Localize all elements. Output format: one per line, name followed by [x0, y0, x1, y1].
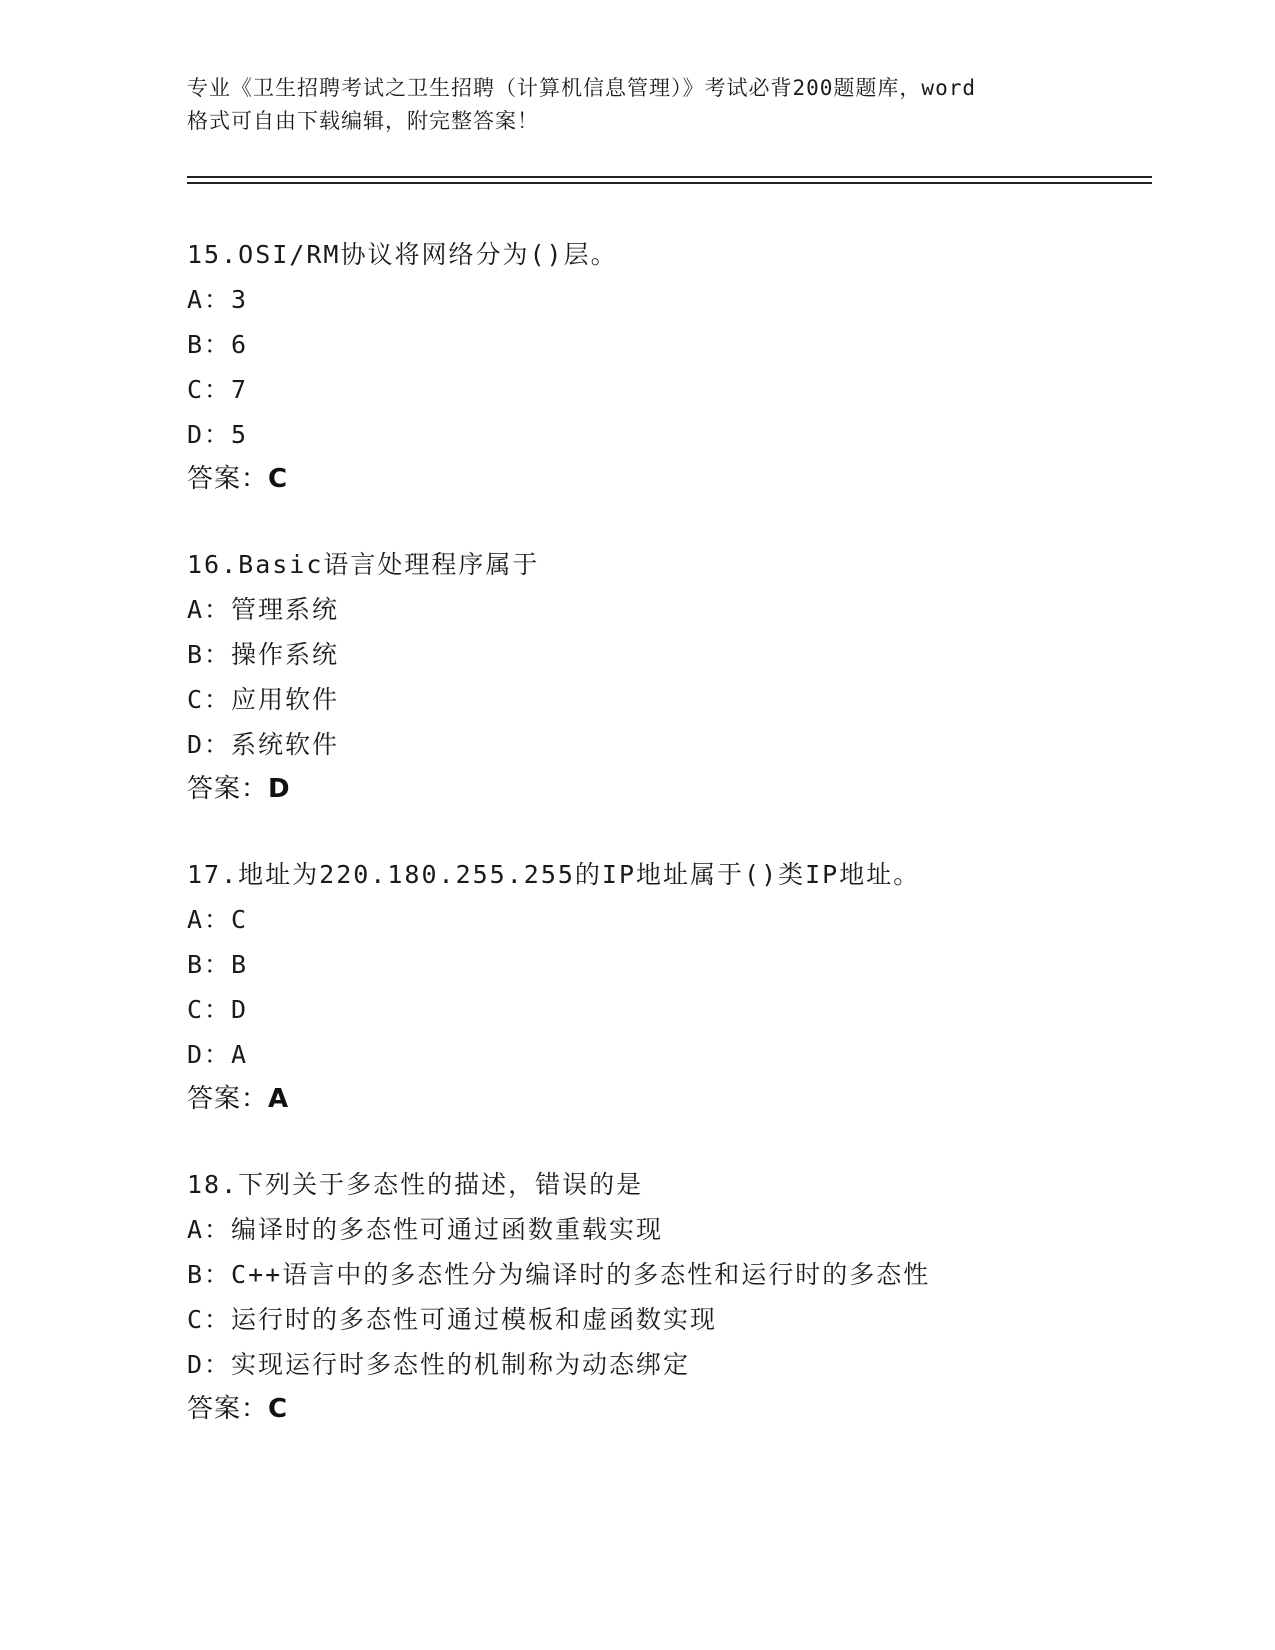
answer-value: D — [268, 774, 291, 804]
question-15 — [187, 232, 1147, 502]
question-title: 17.地址为220.180.255.255的IP地址属于()类IP地址。 — [187, 860, 921, 889]
header-line-2: 格式可自由下载编辑，附完整答案！ — [187, 109, 539, 133]
option-c: C：应用软件 — [187, 685, 340, 714]
answer-label: 答案： — [187, 464, 269, 494]
option-b: B：6 — [187, 330, 249, 359]
question-16 — [187, 542, 1147, 812]
question-title: 15.OSI/RM协议将网络分为()层。 — [187, 240, 618, 269]
document-header — [187, 72, 1087, 138]
header-line-1: 专业《卫生招聘考试之卫生招聘（计算机信息管理）》考试必背200题题库，word — [187, 76, 976, 100]
option-a: A：编译时的多态性可通过函数重载实现 — [187, 1215, 664, 1244]
answer-line — [187, 1077, 1147, 1122]
answer-line — [187, 457, 1147, 502]
option-d: D：5 — [187, 420, 249, 449]
answer-value: C — [268, 1394, 289, 1424]
answer-line — [187, 767, 1147, 812]
question-17 — [187, 852, 1147, 1122]
option-c: C：运行时的多态性可通过模板和虚函数实现 — [187, 1305, 718, 1334]
option-a: A：3 — [187, 285, 249, 314]
answer-label: 答案： — [187, 774, 269, 804]
option-a: A：管理系统 — [187, 595, 340, 624]
option-b: B：C++语言中的多态性分为编译时的多态性和运行时的多态性 — [187, 1260, 931, 1289]
answer-value: A — [268, 1084, 290, 1114]
answer-line — [187, 1387, 1147, 1432]
header-divider-bottom — [187, 182, 1152, 184]
question-title: 18.下列关于多态性的描述，错误的是 — [187, 1170, 644, 1199]
option-c: C：7 — [187, 375, 249, 404]
option-b: B：B — [187, 950, 249, 979]
option-a: A：C — [187, 905, 249, 934]
option-d: D：A — [187, 1040, 249, 1069]
answer-value: C — [268, 464, 289, 494]
question-18 — [187, 1162, 1147, 1432]
option-d: D：实现运行时多态性的机制称为动态绑定 — [187, 1350, 691, 1379]
option-c: C：D — [187, 995, 249, 1024]
header-divider-top — [187, 176, 1152, 178]
option-b: B：操作系统 — [187, 640, 340, 669]
answer-label: 答案： — [187, 1084, 269, 1114]
answer-label: 答案： — [187, 1394, 269, 1424]
option-d: D：系统软件 — [187, 730, 340, 759]
question-title: 16.Basic语言处理程序属于 — [187, 550, 540, 579]
